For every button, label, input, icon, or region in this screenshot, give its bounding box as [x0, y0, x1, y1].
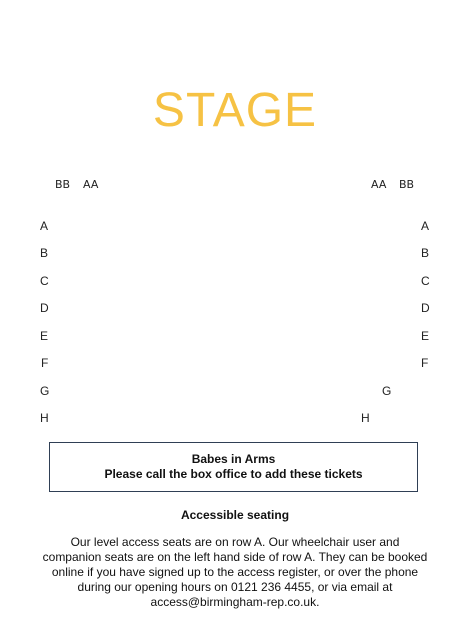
babes-in-arms-box [49, 442, 418, 492]
row-label-left-h: H [40, 411, 49, 425]
babes-in-arms-note: Please call the box office to add these tickets [104, 467, 363, 481]
row-label-right-b: B [421, 246, 430, 260]
box-seat-right-bb[interactable]: BB [399, 178, 415, 191]
row-label-right-h: H [361, 411, 370, 425]
row-label-left-a: A [40, 219, 49, 233]
row-label-left-c: C [40, 274, 49, 288]
box-seat-left-bb[interactable]: BB [55, 178, 71, 191]
row-label-right-g: G [382, 384, 392, 398]
row-label-left-b: B [40, 246, 49, 260]
stage-label: STAGE [152, 84, 318, 137]
box-seat-right-aa[interactable]: AA [371, 178, 387, 191]
box-seat-left-aa[interactable]: AA [83, 178, 99, 191]
row-label-left-d: D [40, 301, 49, 315]
row-label-right-f: F [421, 356, 429, 370]
row-label-left-g: G [40, 384, 50, 398]
row-label-right-d: D [421, 301, 430, 315]
accessible-seating-text: Our level access seats are on row A. Our wheelchair user and companion seats are on the left hand side of row A. They can be booked online if you have signed up to the access register, or over the phone during our opening hours on 0121 236 4455, or via email at access@birmingham-rep.co.uk. [42, 535, 428, 609]
row-label-right-c: C [421, 274, 430, 288]
row-label-right-a: A [421, 219, 430, 233]
row-label-left-f: F [41, 356, 49, 370]
row-label-left-e: E [40, 329, 49, 343]
accessible-seating-heading: Accessible seating [180, 508, 290, 522]
babes-in-arms-title: Babes in Arms [191, 452, 276, 466]
row-label-right-e: E [421, 329, 430, 343]
